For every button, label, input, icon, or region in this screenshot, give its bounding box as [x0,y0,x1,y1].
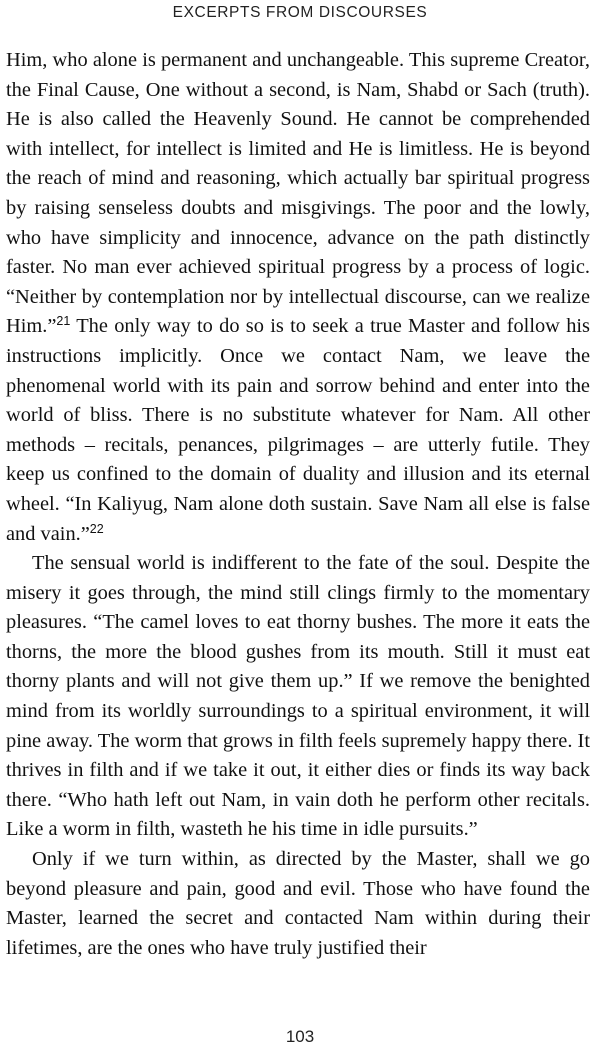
page-number: 103 [285,1027,315,1046]
paragraph-1-text-a: Him, who alone is permanent and unchangeable. This supreme Creator, the Final Cause, One without a second, is Nam, Shabd or Sach (truth). He is also called the Heavenly Sound. He cannot be comprehended with intellect, for intellect is limited and He is limitless. He is beyond the reach of mind and reasoning, which actually bar spiritual progress by raising senseless doubts and misgivings. The poor and the lowly, who have simplicity and innocence, advance on the path distinctly faster. No man ever achieved spiritual progress by a process of logic. “Neither by contemplation nor by intellectual discourse, can we realize Him.” [6,49,590,338]
paragraph-3: Only if we turn within, as directed by the Master, shall we go beyond pleasure and pain, good and evil. Those who have found the Master, learned the secret and contacted Nam within during their lifetimes, are the ones who have truly justified their [6,848,590,959]
paragraph-1 [6,46,590,549]
paragraph-1-text-b: The only way to do so is to seek a true Master and follow his instructions implicitly. Once we contact Nam, we leave the phenomenal world with its pain and sorrow behind and enter into the world of bliss. There is no substitute whatever for Nam. All other methods – recitals, penances, pilgrimages – are utterly futile. They keep us confined to the domain of duality and illusion and its eternal wheel. “In Kaliyug, Nam alone doth sustain. Save Nam all else is false and vain.” [6,315,590,545]
running-header: EXCERPTS FROM DISCOURSES [172,4,428,21]
paragraph-2: The sensual world is indifferent to the fate of the soul. Despite the misery it goes through, the mind still clings firmly to the momentary pleasures. “The camel loves to eat thorny bushes. The more it eats the thorns, the more the blood gushes from its mouth. Still it must eat thorny plants and will not give them up.” If we remove the benighted mind from its worldly surroundings to a spiritual environment, it will pine away. The worm that grows in filth feels supremely happy there. It thrives in filth and if we take it out, it either dies or finds its way back there. “Who hath left out Nam, in vain doth he perform other recitals. Like a worm in filth, wasteth he his time in idle pursuits.” [6,552,590,841]
page-body [6,46,590,963]
footnote-ref-21: 21 [56,314,71,329]
footnote-ref-22: 22 [89,521,104,536]
